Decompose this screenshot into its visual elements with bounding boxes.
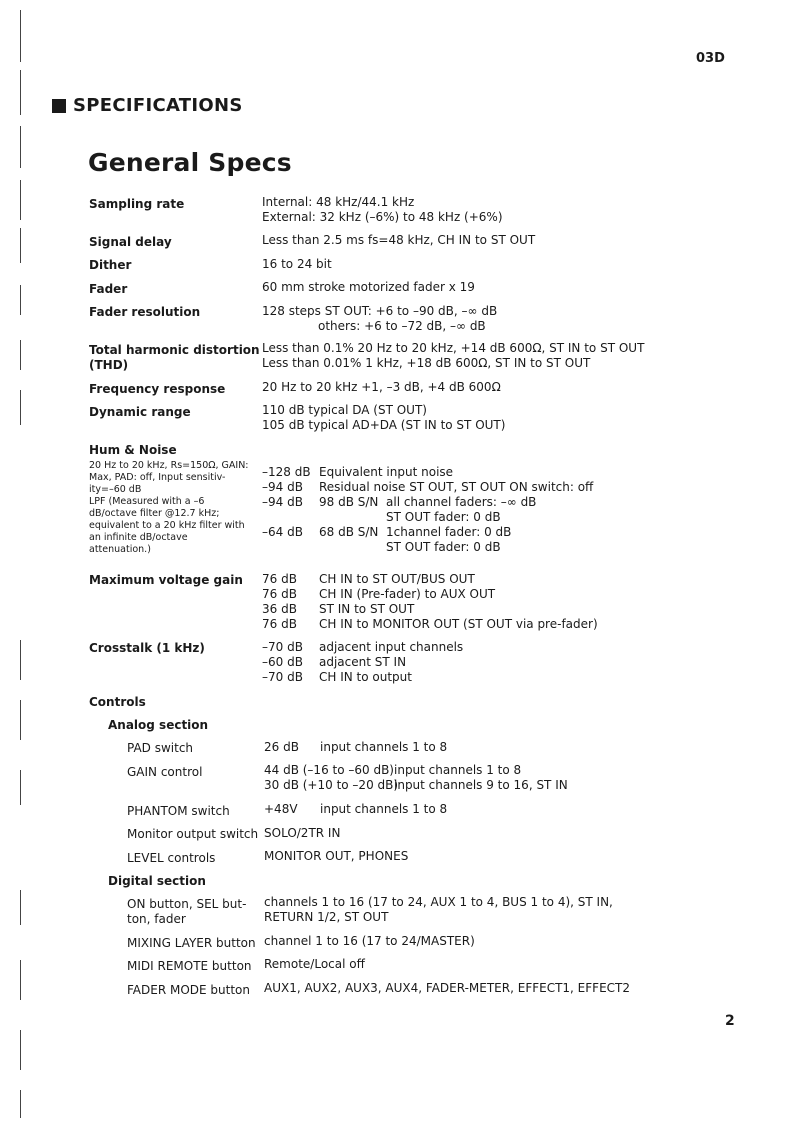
crosstalk-db: –70 dB [262, 640, 303, 654]
section-title: SPECIFICATIONS [73, 95, 243, 116]
binder-mark [20, 700, 21, 740]
crosstalk-desc: CH IN to output [319, 670, 412, 684]
spec-label-line: (THD) [89, 358, 129, 372]
binder-mark [20, 70, 21, 115]
spec-line: External: 32 kHz (–6%) to 48 kHz (+6%) [262, 210, 503, 224]
control-label-midi-remote: MIDI REMOTE button [127, 959, 252, 973]
spec-label-fader-resolution: Fader resolution [89, 305, 201, 319]
spec-label-thd [89, 343, 260, 373]
note-line: attenuation.) [89, 544, 151, 555]
hum-noise-desc: Equivalent input noise [319, 465, 454, 479]
page-number: 2 [725, 1013, 735, 1029]
spec-label-line: Total harmonic distortion [89, 343, 260, 357]
spec-line: Internal: 48 kHz/44.1 kHz [262, 195, 415, 209]
control-value: Remote/Local off [264, 957, 365, 971]
spec-value-sampling-rate [262, 195, 503, 225]
hum-noise-desc: ST OUT fader: 0 dB [386, 540, 501, 554]
analog-section-heading: Analog section [108, 718, 209, 732]
hum-noise-sn: 98 dB S/N [319, 495, 379, 509]
control-value: AUX1, AUX2, AUX3, AUX4, FADER-METER, EFFECT1, EFFECT2 [264, 981, 630, 995]
spec-label-sampling-rate: Sampling rate [89, 197, 185, 211]
hum-noise-db: –94 dB [262, 495, 303, 509]
spec-label-frequency-response: Frequency response [89, 382, 226, 396]
spec-line: 110 dB typical DA (ST OUT) [262, 403, 427, 417]
control-desc: input channels 9 to 16, ST IN [394, 778, 568, 792]
hum-noise-desc: Residual noise ST OUT, ST OUT ON switch: off [319, 480, 594, 494]
control-value: 30 dB (+10 to –20 dB) [264, 778, 399, 792]
gain-desc: CH IN to ST OUT/BUS OUT [319, 572, 475, 586]
gain-desc: CH IN (Pre-fader) to AUX OUT [319, 587, 496, 601]
binder-mark [20, 228, 21, 263]
control-value: SOLO/2TR IN [264, 826, 341, 840]
crosstalk-db: –70 dB [262, 670, 303, 684]
control-desc: input channels 1 to 8 [394, 763, 522, 777]
spec-label-crosstalk: Crosstalk (1 kHz) [89, 641, 205, 655]
digital-section-heading: Digital section [108, 874, 206, 888]
note-line: ity=–60 dB [89, 484, 142, 495]
control-desc: input channels 1 to 8 [320, 740, 448, 754]
spec-value-fader-resolution-2: others: +6 to –72 dB, –∞ dB [318, 319, 486, 333]
note-line: an infinite dB/octave [89, 532, 188, 543]
hum-noise-db: –94 dB [262, 480, 303, 494]
binder-mark [20, 770, 21, 805]
spec-value-thd [262, 341, 644, 371]
binder-mark [20, 640, 21, 680]
note-line: equivalent to a 20 kHz filter with [89, 520, 245, 531]
hum-noise-desc: ST OUT fader: 0 dB [386, 510, 501, 524]
binder-mark [20, 1030, 21, 1070]
control-label-fader-mode: FADER MODE button [127, 983, 250, 997]
spec-value-dynamic-range [262, 403, 505, 433]
spec-value-signal-delay: Less than 2.5 ms fs=48 kHz, CH IN to ST OUT [262, 233, 536, 247]
spec-label-dynamic-range: Dynamic range [89, 405, 191, 419]
hum-noise-desc: 1channel fader: 0 dB [386, 525, 512, 539]
control-value: MONITOR OUT, PHONES [264, 849, 409, 863]
binder-mark [20, 340, 21, 370]
spec-line: 105 dB typical AD+DA (ST IN to ST OUT) [262, 418, 506, 432]
controls-heading: Controls [89, 695, 146, 709]
spec-label-hum-noise: Hum & Noise [89, 443, 177, 457]
gain-db: 76 dB [262, 587, 297, 601]
hum-noise-db: –128 dB [262, 465, 311, 479]
control-value: 44 dB (–16 to –60 dB) [264, 763, 394, 777]
spec-label-max-voltage-gain: Maximum voltage gain [89, 573, 243, 587]
binder-mark [20, 126, 21, 168]
control-label-monitor: Monitor output switch [127, 827, 259, 841]
gain-desc: CH IN to MONITOR OUT (ST OUT via pre-fader) [319, 617, 598, 631]
crosstalk-db: –60 dB [262, 655, 303, 669]
control-label-level: LEVEL controls [127, 851, 216, 865]
binder-mark [20, 890, 21, 925]
hum-noise-desc: all channel faders: –∞ dB [386, 495, 537, 509]
gain-db: 36 dB [262, 602, 297, 616]
binder-mark [20, 960, 21, 1000]
spec-label-dither: Dither [89, 258, 132, 272]
spec-line: Less than 0.01% 1 kHz, +18 dB 600Ω, ST IN to ST OUT [262, 356, 591, 370]
note-line: Max, PAD: off, Input sensitiv- [89, 472, 226, 483]
control-value [264, 895, 613, 925]
model-number: 03D [696, 51, 725, 66]
spec-value-fader-resolution-1: 128 steps ST OUT: +6 to –90 dB, –∞ dB [262, 304, 498, 318]
crosstalk-desc: adjacent input channels [319, 640, 464, 654]
control-value-line: RETURN 1/2, ST OUT [264, 910, 389, 924]
binder-mark [20, 10, 21, 62]
spec-value-fader: 60 mm stroke motorized fader x 19 [262, 280, 475, 294]
square-bullet-icon [52, 99, 66, 113]
control-label-line: ton, fader [127, 912, 186, 926]
binder-mark [20, 390, 21, 425]
spec-label-signal-delay: Signal delay [89, 235, 172, 249]
gain-db: 76 dB [262, 617, 297, 631]
control-value: 26 dB [264, 740, 299, 754]
binder-mark [20, 1090, 21, 1118]
control-desc: input channels 1 to 8 [320, 802, 448, 816]
crosstalk-desc: adjacent ST IN [319, 655, 407, 669]
note-line: dB/octave filter @12.7 kHz; [89, 508, 220, 519]
binder-mark [20, 285, 21, 315]
spec-line: Less than 0.1% 20 Hz to 20 kHz, +14 dB 600Ω, ST IN to ST OUT [262, 341, 645, 355]
binder-mark [20, 180, 21, 220]
control-value: +48V [264, 802, 298, 816]
control-label-mixing-layer: MIXING LAYER button [127, 936, 256, 950]
hum-noise-sn: 68 dB S/N [319, 525, 379, 539]
page-title: General Specs [88, 148, 292, 177]
spec-label-fader: Fader [89, 282, 128, 296]
control-label-pad: PAD switch [127, 741, 194, 755]
spec-value-dither: 16 to 24 bit [262, 257, 332, 271]
control-value-line: channels 1 to 16 (17 to 24, AUX 1 to 4, BUS 1 to 4), ST IN, [264, 895, 613, 909]
note-line: 20 Hz to 20 kHz, Rs=150Ω, GAIN: [89, 460, 249, 471]
note-line: LPF (Measured with a –6 [89, 496, 205, 507]
section-heading [52, 95, 243, 116]
control-label-gain: GAIN control [127, 765, 203, 779]
hum-noise-notes [89, 460, 247, 556]
control-label-line: ON button, SEL but- [127, 897, 247, 911]
hum-noise-db: –64 dB [262, 525, 303, 539]
control-label-phantom: PHANTOM switch [127, 804, 230, 818]
gain-db: 76 dB [262, 572, 297, 586]
control-label-on-sel [127, 897, 246, 927]
spec-value-frequency-response: 20 Hz to 20 kHz +1, –3 dB, +4 dB 600Ω [262, 380, 501, 394]
gain-desc: ST IN to ST OUT [319, 602, 415, 616]
control-value: channel 1 to 16 (17 to 24/MASTER) [264, 934, 475, 948]
